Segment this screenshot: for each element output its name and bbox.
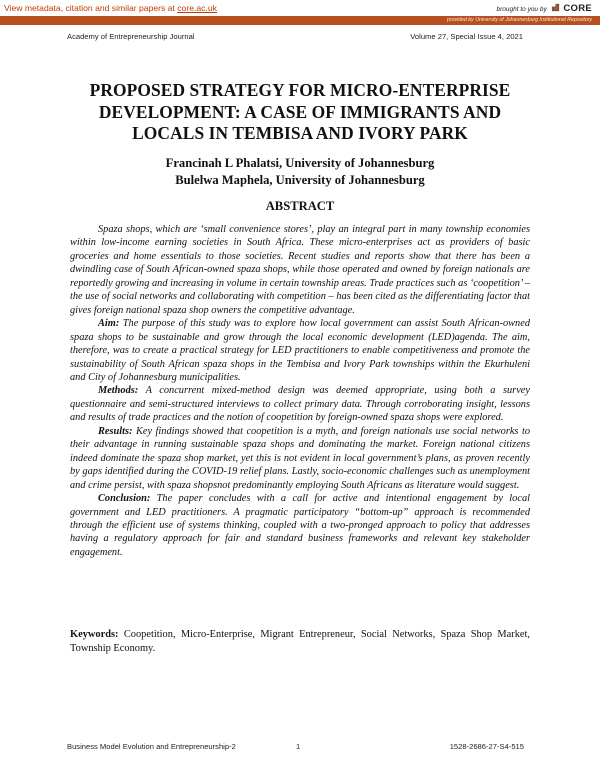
title-line: PROPOSED STRATEGY FOR MICRO-ENTERPRISE	[89, 80, 511, 100]
abstract-body	[70, 223, 530, 559]
core-logo-icon	[551, 3, 560, 12]
footer-series: Business Model Evolution and Entrepreneurship-2	[67, 742, 236, 751]
repository-credit[interactable]: provided by University of Johannesburg Institutional Repository	[446, 17, 592, 23]
author-line: Bulelwa Maphela, University of Johannesburg	[175, 172, 425, 187]
keywords-text: Coopetition, Micro-Enterprise, Migrant Entrepreneur, Social Networks, Spaza Shop Market, Township Economy.	[70, 629, 530, 654]
core-link-prefix: View metadata, citation and similar papers at	[4, 3, 178, 13]
title-line: DEVELOPMENT: A CASE OF IMMIGRANTS AND	[98, 101, 502, 122]
methods-label: Methods:	[98, 385, 139, 397]
abstract-results	[70, 425, 530, 492]
paper-title	[60, 80, 540, 145]
author-list	[60, 155, 540, 188]
journal-name: Academy of Entrepreneurship Journal	[67, 32, 195, 41]
repository-bar	[0, 16, 600, 25]
results-label: Results:	[98, 425, 133, 437]
footer-article-id: 1528-2686-27-S4-515	[449, 742, 524, 751]
core-link-url: core.ac.uk	[177, 3, 217, 13]
methods-text: A concurrent mixed-method design was deemed appropriate, using both a survey questionnaire and semi-structured interviews to collect primary data. Through corroborating insight, lessons and results of trade practices and the notion of coopetition by foreign-owned spaza shops were explored.	[70, 385, 530, 424]
keywords-label: Keywords:	[70, 629, 119, 640]
abstract-methods	[70, 384, 530, 424]
conclusion-text: The paper concludes with a call for active and intentional engagement by local government and LED practitioners. A pragmatic participatory “bottom-up” approach is recommended through the efficient use of systems thinking, coupled with a two-pronged approach to policy that addresses having a regulatory approach for fair and standard business frameworks and relevant key stakeholder engagement.	[70, 493, 530, 558]
page-number: 1	[296, 742, 301, 751]
abstract-aim	[70, 317, 530, 384]
core-brought-by: brought to you by	[496, 6, 547, 13]
keywords	[70, 628, 530, 656]
abstract-heading: ABSTRACT	[265, 199, 335, 213]
core-logo: CORE	[563, 3, 592, 14]
volume-info: Volume 27, Special Issue 4, 2021	[410, 32, 523, 41]
results-text: Key findings showed that coopetition is a myth, and foreign nationals use social networks to their advantage in running sustainable spaza shops and dominating the market. Foreign national citizens indeed dominate the spaza shop market, yet this is not evident in local government’s plans, as proven recently by gaps identified during the COVID-19 relief plans. Lastly, socio-economic challenges such as unemployment and crime persist, with spaza shopsnot predominantly employing South Africans as literature would suggest.	[70, 425, 530, 491]
author-line: Francinah L Phalatsi, University of Johannesburg	[165, 156, 435, 170]
conclusion-label: Conclusion:	[98, 493, 151, 505]
aim-text: The purpose of this study was to explore how local government can assist South African-owned spaza shops to be sustainable and grow through the local economic development (LED)agenda. The aim, therefore, was to create a practical strategy for LED practitioners to enable competitiveness and promote the sustainability of South African spaza shops in the Tembisa and Ivory Park townships within the Ekurhuleni and City of Johannesburg municipalities.	[70, 318, 530, 383]
title-line: LOCALS IN TEMBISA AND IVORY PARK	[132, 123, 468, 143]
aim-label: Aim:	[98, 318, 120, 330]
abstract-conclusion	[70, 492, 530, 559]
abstract-intro: Spaza shops, which are ‘small convenience stores’, play an integral part in many township economies within low-income earning societies in South Africa. These micro-enterprises act as providers of basic groceries and home essentials to those societies. Recent studies and reports show that there has been a dwindling case of South African-owned spaza shops, while those operated and owned by foreign nationals are reportedly growing and increasing in volume in certain township areas. Trade practices such as ‘coopetition’ – the use of social networks and collaborating with competition – has been cited as the differentiating factor that gives foreign national spaza shop owners the competitive advantage.	[70, 224, 530, 316]
core-metadata-link[interactable]	[4, 3, 217, 13]
core-brand[interactable]	[496, 3, 592, 14]
